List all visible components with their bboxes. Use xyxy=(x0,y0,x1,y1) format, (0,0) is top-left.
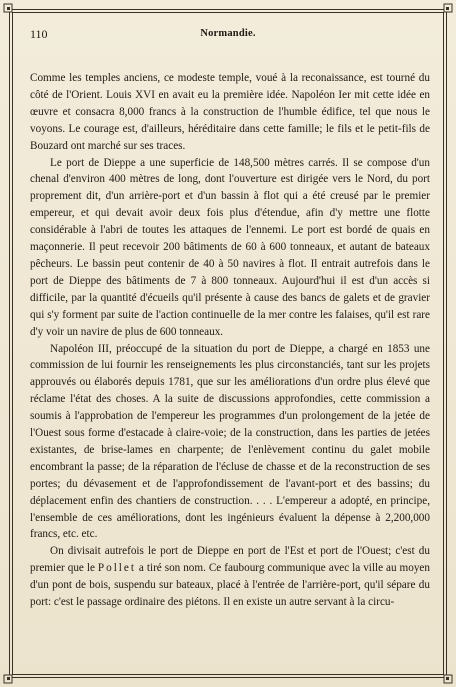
corner-ornament-icon xyxy=(3,3,17,17)
spaced-place-name: Pollet xyxy=(97,562,136,575)
corner-ornament-icon xyxy=(3,670,17,684)
paragraph: Comme les temples anciens, ce modeste temple, voué à la reconaissance, est tourné du côté de l'Orient. Louis XVI en avait eu la première idée. Napoléon Ier mit cette idée en œuvre et consacra 8,000 francs à la construction de l'humble édifice, tel que nous le voyons. Le courage est, d'ailleurs, héréditaire dans cette famille; le fils et le petit-fils de Bouzard ont marché sur ses traces. xyxy=(30,72,430,152)
paragraph-text: On divisait autrefois le port de Dieppe en port de l'Est et port de l'Ouest; c'est du premier que le xyxy=(30,545,430,575)
paragraph xyxy=(30,543,430,611)
page-header xyxy=(30,27,426,43)
border-line-left-inner xyxy=(12,12,13,675)
body-text xyxy=(30,70,430,611)
corner-ornament-icon xyxy=(439,3,453,17)
corner-ornament-icon xyxy=(439,670,453,684)
running-title: Normandie. xyxy=(200,28,256,39)
border-line-left xyxy=(9,12,10,675)
page-number: 110 xyxy=(30,27,48,41)
border-line-bottom xyxy=(12,677,444,678)
border-line-top xyxy=(12,9,444,10)
border-line-bottom-inner xyxy=(12,674,444,675)
paragraph: Napoléon III, préoccupé de la situation du port de Dieppe, a chargé en 1853 une commission de lui fournir les renseignements les plus circonstanciés, tant sur les projets approuvés ou élaborés depuis 1781, que sur les améliorations d'un ordre plus élevé que réclame l'état des choses. A la suite de discussions approfondies, cette commission a soumis à l'approbation de l'empereur les programmes d'un prolongement de la jetée de l'Ouest sous forme d'estacade à claire-voie; de la construction, dans les parties de jetées existantes, de brise-lames en charpente; de l'enlèvement continu du galet mobile encombrant la passe; de la réparation de l'écluse de chasse et de la reconstruction de ses portes; du dévasement et de l'approfondissement de l'avant-port et des bassins; du déplacement enfin des chantiers de construction. . . . L'empereur a adopté, en principe, l'ensemble de ces améliorations, dont les ingénieurs évaluent la dépense à 2,200,000 francs, etc. etc. xyxy=(30,342,430,541)
border-line-right xyxy=(446,12,447,675)
border-line-right-inner xyxy=(443,12,444,675)
border-line-top-inner xyxy=(12,12,444,13)
paragraph-text: a tiré son nom. Ce faubourg communique avec la ville au moyen d'un pont de bois, suspendu sur bateaux, placé à l'entrée de l'arrière-port, qu'il sépare du port: c'est le passage ordinaire des piétons. Il en existe un autre servant à la circu- xyxy=(30,562,430,609)
paragraph: Le port de Dieppe a une superficie de 148,500 mètres carrés. Il se compose d'un chenal d'environ 400 mètres de long, dont l'ouverture est dirigée vers le Nord, du port proprement dit, d'un arrière-port et d'un bassin à flot qui a été creusé par le premier empereur, et qui devait avoir deux fois plus d'étendue, afin d'y mettre une flotte considérable à l'abri de toutes les attaques de l'ennemi. Le port est bordé de quais en maçonnerie. Il peut recevoir 200 bâtiments de 60 à 600 tonneaux, et autant de bateaux pêcheurs. Le bassin peut contenir de 40 à 50 navires à flot. Il entrait autrefois dans le port de Dieppe des bâtiments de 7 à 800 tonneaux. Aujourd'hui il est d'un accès si difficile, par la quantité d'écueils qu'il présente à cause des bancs de galets et de gravier qui s'y forment par suite de l'action continuelle de la mer contre les falaises, qu'il est rare d'y voir un navire de plus de 600 tonneaux. xyxy=(30,156,430,338)
